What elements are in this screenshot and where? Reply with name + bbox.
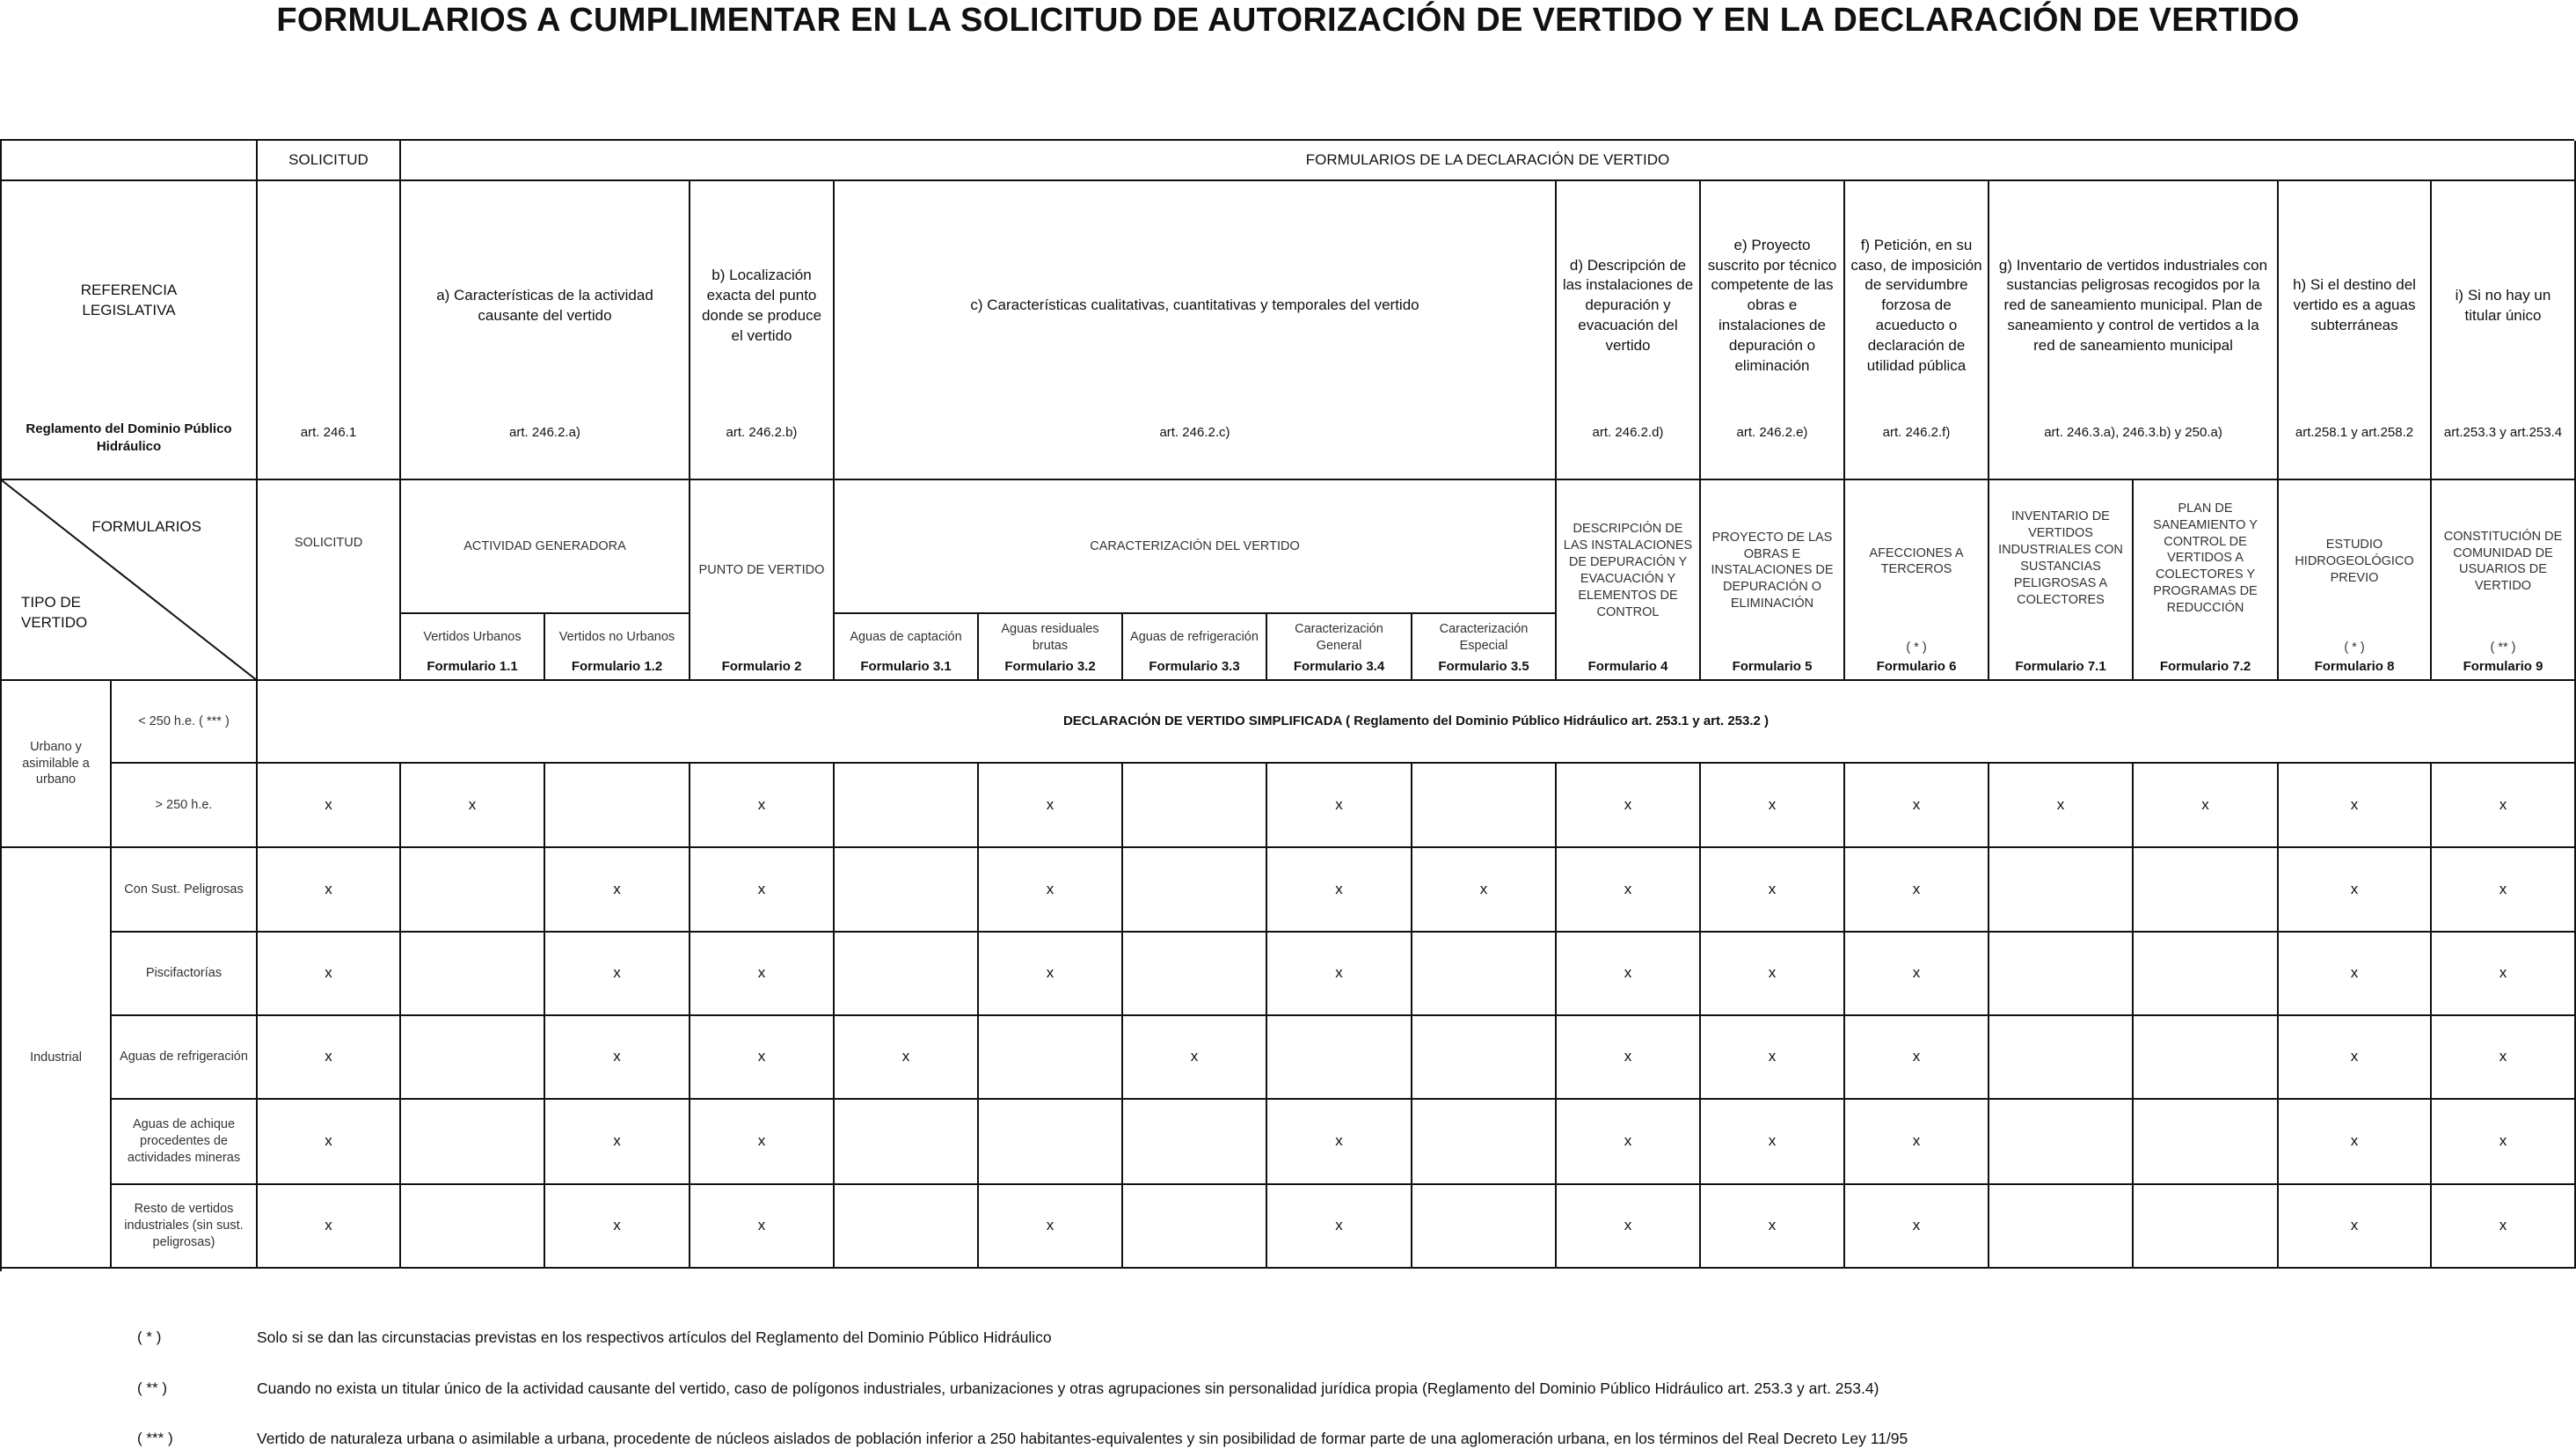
- article-reference: art. 246.2.d): [1592, 424, 1664, 440]
- blank-corner: [2, 141, 258, 181]
- form-number: Formulario 1.1: [427, 658, 518, 674]
- form-3-1: [835, 614, 979, 681]
- required-mark: x: [757, 1217, 766, 1234]
- matrix-cell: [401, 1016, 545, 1100]
- reference-title: REFERENCIA LEGISLATIVA: [80, 281, 178, 318]
- matrix-cell: [1123, 1100, 1267, 1185]
- matrix-cell: [1989, 933, 2134, 1016]
- form-name: PUNTO DE VERTIDO: [698, 563, 825, 578]
- required-mark: x: [1624, 795, 1632, 813]
- form-3-3: [1123, 614, 1267, 681]
- matrix-cell: [545, 1016, 690, 1100]
- matrix-cell: [2432, 764, 2576, 848]
- form-number: Formulario 4: [1587, 658, 1668, 674]
- note-key: ( *** ): [137, 1430, 173, 1446]
- diagonal-divider: [2, 480, 258, 681]
- required-mark: x: [613, 1048, 621, 1065]
- group-description: h) Si el destino del vertido es a aguas subterráneas: [2293, 276, 2416, 334]
- category-urbano: Urbano y asimilable a urbano: [2, 681, 112, 848]
- required-mark: x: [1912, 1132, 1921, 1150]
- form-6: [1845, 480, 1989, 681]
- group-description: [258, 181, 399, 424]
- matrix-cell: [545, 764, 690, 848]
- required-mark: x: [1046, 880, 1054, 897]
- required-mark: x: [1768, 1132, 1777, 1150]
- required-mark: x: [1768, 1217, 1777, 1234]
- matrix-cell: [1701, 933, 1845, 1016]
- group-description: d) Descripción de las instalaciones de depuración y evacuación del vertido: [1562, 256, 1694, 355]
- article-reference: art. 246.2.e): [1736, 424, 1808, 440]
- group-description: f) Petición, en su caso, de imposición de servidumbre forzosa de acueducto o declaración de utilidad pública: [1850, 236, 1982, 375]
- matrix-cell: [258, 764, 401, 848]
- required-mark: x: [757, 880, 766, 897]
- matrix-cell: [401, 764, 545, 848]
- required-mark: x: [613, 1132, 621, 1150]
- matrix-cell: [1412, 1185, 1557, 1269]
- group-description: i) Si no hay un titular único: [2455, 286, 2551, 324]
- form-number: Formulario 3.5: [1438, 658, 1529, 674]
- matrix-cell: [2134, 1016, 2279, 1100]
- form-name: AFECCIONES A TERCEROS: [1869, 545, 1964, 577]
- group-5-header: [1701, 181, 1845, 480]
- form-3-2: [979, 614, 1123, 681]
- required-mark: x: [1046, 964, 1054, 982]
- required-mark: x: [2499, 1048, 2507, 1065]
- form-1-2: [545, 614, 690, 681]
- matrix-cell: [258, 1016, 401, 1100]
- matrix-cell: [1701, 1100, 1845, 1185]
- group-2-header: [690, 181, 835, 480]
- form-number: Formulario 3.2: [1004, 658, 1096, 674]
- matrix-cell: [1845, 1016, 1989, 1100]
- form-number: Formulario 3.4: [1293, 658, 1385, 674]
- required-mark: x: [325, 880, 332, 897]
- form-number: Formulario 3.3: [1149, 658, 1240, 674]
- matrix-cell: [690, 1185, 835, 1269]
- matrix-cell: [979, 848, 1123, 933]
- matrix-cell: [1989, 764, 2134, 848]
- row-label: Resto de vertidos industriales (sin sust. peligrosas): [112, 1185, 258, 1269]
- form-number: Formulario 2: [721, 658, 802, 674]
- solicitud-header: SOLICITUD: [258, 141, 401, 181]
- matrix-cell: [545, 1185, 690, 1269]
- matrix-cell: [1557, 1100, 1701, 1185]
- matrix-cell: [2432, 933, 2576, 1016]
- category-industrial: Industrial: [2, 848, 112, 1269]
- matrix-cell: [1557, 933, 1701, 1016]
- article-reference: art. 246.2.c): [1159, 424, 1230, 440]
- required-mark: x: [1624, 880, 1632, 897]
- form-name: CONSTITUCIÓN DE COMUNIDAD DE USUARIOS DE VERTIDO: [2443, 529, 2563, 594]
- matrix-cell: [835, 1185, 979, 1269]
- group-8-header: [2279, 181, 2432, 480]
- matrix-cell: [1845, 764, 1989, 848]
- matrix-cell: [835, 933, 979, 1016]
- form-number: Formulario 8: [2314, 658, 2395, 674]
- matrix-cell: [401, 933, 545, 1016]
- article-reference: art. 246.1: [300, 424, 357, 440]
- required-mark: x: [1768, 964, 1777, 982]
- matrix-cell: [690, 933, 835, 1016]
- form-name: Aguas de refrigeración: [1130, 630, 1259, 645]
- matrix-cell: [1123, 933, 1267, 1016]
- form-name: INVENTARIO DE VERTIDOS INDUSTRIALES CON SUSTANCIAS PELIGROSAS A COLECTORES: [1998, 509, 2123, 607]
- matrix-cell: [1123, 764, 1267, 848]
- group-6-header: [1845, 181, 1989, 480]
- matrix-cell: [545, 1100, 690, 1185]
- matrix-cell: [2134, 933, 2279, 1016]
- matrix-cell: [1701, 764, 1845, 848]
- required-mark: x: [1768, 880, 1777, 897]
- required-mark: x: [1335, 1217, 1343, 1234]
- matrix-cell: [2432, 1016, 2576, 1100]
- note-text: Cuando no exista un titular único de la actividad causante del vertido, caso de polígonos industriales, urbanizaciones y otras agrupaciones sin personalidad jurídica propia (Reglamento del Dominio Público Hidráulico art. 253.3 y art. 253.4): [257, 1379, 1879, 1397]
- article-reference: art. 246.2.b): [726, 424, 798, 440]
- form-number: Formulario 7.2: [2159, 658, 2251, 674]
- matrix-cell: [2279, 933, 2432, 1016]
- required-mark: x: [1479, 880, 1488, 897]
- matrix-cell: [835, 848, 979, 933]
- matrix-cell: [979, 764, 1123, 848]
- required-mark: x: [2056, 795, 2065, 813]
- group-7-header: [1989, 181, 2279, 480]
- matrix-cell: [979, 1185, 1123, 1269]
- required-mark: x: [1624, 1132, 1632, 1150]
- form-name: DESCRIPCIÓN DE LAS INSTALACIONES DE DEPURACIÓN Y EVACUACIÓN Y ELEMENTOS DE CONTROL: [1563, 522, 1693, 619]
- required-mark: x: [2350, 1132, 2359, 1150]
- row-label: Aguas de achique procedentes de actividades mineras: [112, 1100, 258, 1185]
- matrix-cell: [1123, 1016, 1267, 1100]
- form-number: Formulario 1.2: [571, 658, 663, 674]
- matrix-cell: [1123, 1185, 1267, 1269]
- matrix-cell: [1412, 1100, 1557, 1185]
- required-mark: x: [1912, 880, 1921, 897]
- note-text: Solo si se dan las circunstacias previstas en los respectivos artículos del Reglamento del Dominio Público Hidráulico: [257, 1328, 1052, 1346]
- matrix-cell: [690, 1100, 835, 1185]
- required-mark: x: [613, 880, 621, 897]
- matrix-cell: [979, 1016, 1123, 1100]
- matrix-cell: [2134, 848, 2279, 933]
- matrix-cell: [1412, 1016, 1557, 1100]
- required-mark: x: [468, 795, 477, 813]
- solicitud-form: [258, 480, 401, 681]
- matrix-cell: [1123, 848, 1267, 933]
- form-name: SOLICITUD: [294, 536, 363, 550]
- row-label: Piscifactorías: [112, 933, 258, 1016]
- matrix-cell: [2279, 1016, 2432, 1100]
- group-3-header: [835, 181, 1557, 480]
- form-name: Vertidos Urbanos: [423, 630, 522, 645]
- required-mark: x: [1768, 795, 1777, 813]
- required-mark: x: [1335, 880, 1343, 897]
- form-7-2: [2134, 480, 2279, 681]
- row-label: < 250 h.e. ( *** ): [112, 681, 258, 764]
- group-4-header: [1557, 181, 1701, 480]
- matrix-cell: [2279, 1185, 2432, 1269]
- form-name: PLAN DE SANEAMIENTO Y CONTROL DE VERTIDOS A COLECTORES Y PROGRAMAS DE REDUCCIÓN: [2153, 501, 2258, 615]
- actividad-generadora: ACTIVIDAD GENERADORA: [401, 480, 690, 614]
- form-name: Aguas residuales brutas: [1001, 622, 1099, 653]
- matrix-cell: [1989, 848, 2134, 933]
- matrix-cell: [835, 764, 979, 848]
- form-2: [690, 480, 835, 681]
- form-5: [1701, 480, 1845, 681]
- required-mark: x: [2350, 880, 2359, 897]
- reference-header: [2, 181, 258, 480]
- group-description: g) Inventario de vertidos industriales con sustancias peligrosas recogidos por la red de saneamiento municipal. Plan de saneamiento y control de vertidos a la red de saneamiento municipal: [1998, 256, 2268, 355]
- group-9-header: [2432, 181, 2576, 480]
- form-9: [2432, 480, 2576, 681]
- form-number: Formulario 6: [1876, 658, 1957, 674]
- required-mark: x: [325, 795, 332, 813]
- required-mark: x: [1768, 1048, 1777, 1065]
- matrix-cell: [2134, 1185, 2279, 1269]
- article-reference: art.258.1 y art.258.2: [2295, 424, 2414, 440]
- required-mark: x: [2350, 964, 2359, 982]
- article-reference: art.253.3 y art.253.4: [2443, 424, 2563, 440]
- matrix-cell: [835, 1100, 979, 1185]
- matrix-cell: [2432, 1185, 2576, 1269]
- required-mark: x: [2350, 1217, 2359, 1234]
- required-mark: x: [2499, 964, 2507, 982]
- required-mark: x: [2350, 1048, 2359, 1065]
- group-0-header: [258, 181, 401, 480]
- matrix-cell: [2134, 1100, 2279, 1185]
- required-mark: x: [1624, 1048, 1632, 1065]
- required-mark: x: [325, 1132, 332, 1150]
- note-key: ( * ): [137, 1328, 162, 1345]
- matrix-cell: [1412, 848, 1557, 933]
- matrix-cell: [835, 1016, 979, 1100]
- matrix-cell: [690, 848, 835, 933]
- required-mark: x: [1912, 964, 1921, 982]
- required-mark: x: [325, 1048, 332, 1065]
- form-name: Caracterización Especial: [1439, 622, 1529, 653]
- matrix-cell: [1845, 1100, 1989, 1185]
- matrix-cell: [1845, 848, 1989, 933]
- required-mark: x: [2350, 795, 2359, 813]
- group-description: a) Características de la actividad causante del vertido: [436, 286, 653, 324]
- matrix-cell: [979, 1100, 1123, 1185]
- row-label: > 250 h.e.: [112, 764, 258, 848]
- required-mark: x: [757, 1132, 766, 1150]
- article-reference: art. 246.2.a): [509, 424, 580, 440]
- matrix-cell: [258, 1100, 401, 1185]
- form-name: Aguas de captación: [850, 630, 962, 645]
- required-mark: x: [757, 795, 766, 813]
- required-mark: x: [1624, 1217, 1632, 1234]
- matrix-cell: [1989, 1100, 2134, 1185]
- required-mark: x: [1335, 964, 1343, 982]
- form-8: [2279, 480, 2432, 681]
- article-reference: art. 246.3.a), 246.3.b) y 250.a): [2044, 424, 2222, 440]
- form-3-4: [1267, 614, 1412, 681]
- form-1-1: [401, 614, 545, 681]
- matrix-cell: [1989, 1185, 2134, 1269]
- row-label: Con Sust. Peligrosas: [112, 848, 258, 933]
- matrix-cell: [2432, 1100, 2576, 1185]
- matrix-cell: [690, 764, 835, 848]
- matrix-cell: [1267, 1016, 1412, 1100]
- formularios-label: FORMULARIOS: [91, 518, 201, 535]
- matrix-cell: [401, 848, 545, 933]
- page-title: FORMULARIOS A CUMPLIMENTAR EN LA SOLICITUD DE AUTORIZACIÓN DE VERTIDO Y EN LA DECLARACIÓN DE VERTIDO: [276, 2, 2300, 39]
- required-mark: x: [2499, 1132, 2507, 1150]
- required-mark: x: [613, 964, 621, 982]
- required-mark: x: [1046, 795, 1054, 813]
- form-name: PROYECTO DE LAS OBRAS E INSTALACIONES DE DEPURACIÓN O ELIMINACIÓN: [1711, 530, 1834, 611]
- form-4: [1557, 480, 1701, 681]
- group-description: e) Proyecto suscrito por técnico competente de las obras e instalaciones de depuración o eliminación: [1707, 236, 1837, 375]
- matrix-cell: [1701, 848, 1845, 933]
- matrix-cell: [1267, 1100, 1412, 1185]
- matrix-cell: [1989, 1016, 2134, 1100]
- form-name: Caracterización General: [1295, 622, 1383, 653]
- form-number: Formulario 7.1: [2015, 658, 2106, 674]
- matrix-cell: [979, 933, 1123, 1016]
- diagonal-line: [2, 480, 258, 681]
- group-1-header: [401, 181, 690, 480]
- caracterizacion-vertido: CARACTERIZACIÓN DEL VERTIDO: [835, 480, 1557, 614]
- required-mark: x: [613, 1217, 621, 1234]
- matrix-cell: [545, 933, 690, 1016]
- matrix-cell: [545, 848, 690, 933]
- matrix-cell: [1267, 764, 1412, 848]
- matrix-cell: [1845, 1185, 1989, 1269]
- matrix-cell: [1557, 1016, 1701, 1100]
- form-name: Vertidos no Urbanos: [558, 630, 675, 645]
- form-7-1: [1989, 480, 2134, 681]
- row-label: Aguas de refrigeración: [112, 1016, 258, 1100]
- required-mark: x: [1335, 1132, 1343, 1150]
- matrix-cell: [1701, 1185, 1845, 1269]
- matrix-cell: [1557, 764, 1701, 848]
- form-number: Formulario 9: [2463, 658, 2543, 674]
- tipo-vertido-label: TIPO DE VERTIDO: [21, 594, 88, 631]
- required-mark: x: [2499, 795, 2507, 813]
- matrix-cell: [1701, 1016, 1845, 1100]
- required-mark: x: [1912, 1048, 1921, 1065]
- required-mark: x: [1912, 795, 1921, 813]
- tipo-formularios-header: [2, 480, 258, 681]
- matrix-cell: [2279, 1100, 2432, 1185]
- matrix-cell: [1412, 933, 1557, 1016]
- required-mark: x: [1335, 795, 1343, 813]
- required-mark: x: [1912, 1217, 1921, 1234]
- matrix-cell: [1557, 848, 1701, 933]
- form-note: ( ** ): [2490, 640, 2516, 655]
- note-text: Vertido de naturaleza urbana o asimilable a urbana, procedente de núcleos aislados de población inferior a 250 habitantes-equivalentes y sin posibilidad de formar parte de una aglomeración urbana, en los términos del Real Decreto Ley 11/95: [257, 1430, 1908, 1447]
- matrix-cell: [401, 1100, 545, 1185]
- form-name: ESTUDIO HIDROGEOLÓGICO PREVIO: [2295, 538, 2414, 585]
- matrix-cell: [2134, 764, 2279, 848]
- required-mark: x: [1190, 1048, 1199, 1065]
- note-key: ( ** ): [137, 1379, 167, 1396]
- required-mark: x: [2499, 880, 2507, 897]
- matrix-cell: [258, 1185, 401, 1269]
- matrix-cell: [2432, 848, 2576, 933]
- matrix-cell: [258, 848, 401, 933]
- group-description: c) Características cualitativas, cuantitativas y temporales del vertido: [970, 296, 1419, 314]
- form-3-5: [1412, 614, 1557, 681]
- matrix-cell: [690, 1016, 835, 1100]
- required-mark: x: [901, 1048, 910, 1065]
- article-reference: art. 246.2.f): [1882, 424, 1951, 440]
- matrix-cell: [258, 933, 401, 1016]
- declaracion-header: FORMULARIOS DE LA DECLARACIÓN DE VERTIDO: [401, 141, 2576, 181]
- matrix-cell: [2279, 764, 2432, 848]
- matrix-cell: [2279, 848, 2432, 933]
- form-number: Formulario 5: [1732, 658, 1813, 674]
- required-mark: x: [1624, 964, 1632, 982]
- forms-table: [0, 139, 2574, 1271]
- matrix-cell: [1267, 848, 1412, 933]
- form-note: ( * ): [2344, 640, 2365, 655]
- matrix-cell: [1845, 933, 1989, 1016]
- required-mark: x: [325, 964, 332, 982]
- reglamento-label: Reglamento del Dominio Público Hidráulico: [26, 421, 232, 454]
- required-mark: x: [2201, 795, 2209, 813]
- required-mark: x: [325, 1217, 332, 1234]
- group-description: b) Localización exacta del punto donde se produce el vertido: [701, 267, 822, 344]
- matrix-cell: [1267, 933, 1412, 1016]
- matrix-cell: [1267, 1185, 1412, 1269]
- required-mark: x: [2499, 1217, 2507, 1234]
- matrix-cell: [1557, 1185, 1701, 1269]
- simplified-declaration: DECLARACIÓN DE VERTIDO SIMPLIFICADA ( Reglamento del Dominio Público Hidráulico art. 253.1 y art. 253.2 ): [258, 681, 2576, 764]
- matrix-cell: [401, 1185, 545, 1269]
- form-note: ( * ): [1906, 640, 1927, 655]
- required-mark: x: [757, 1048, 766, 1065]
- form-number: Formulario 3.1: [860, 658, 952, 674]
- required-mark: x: [757, 964, 766, 982]
- required-mark: x: [1046, 1217, 1054, 1234]
- matrix-cell: [1412, 764, 1557, 848]
